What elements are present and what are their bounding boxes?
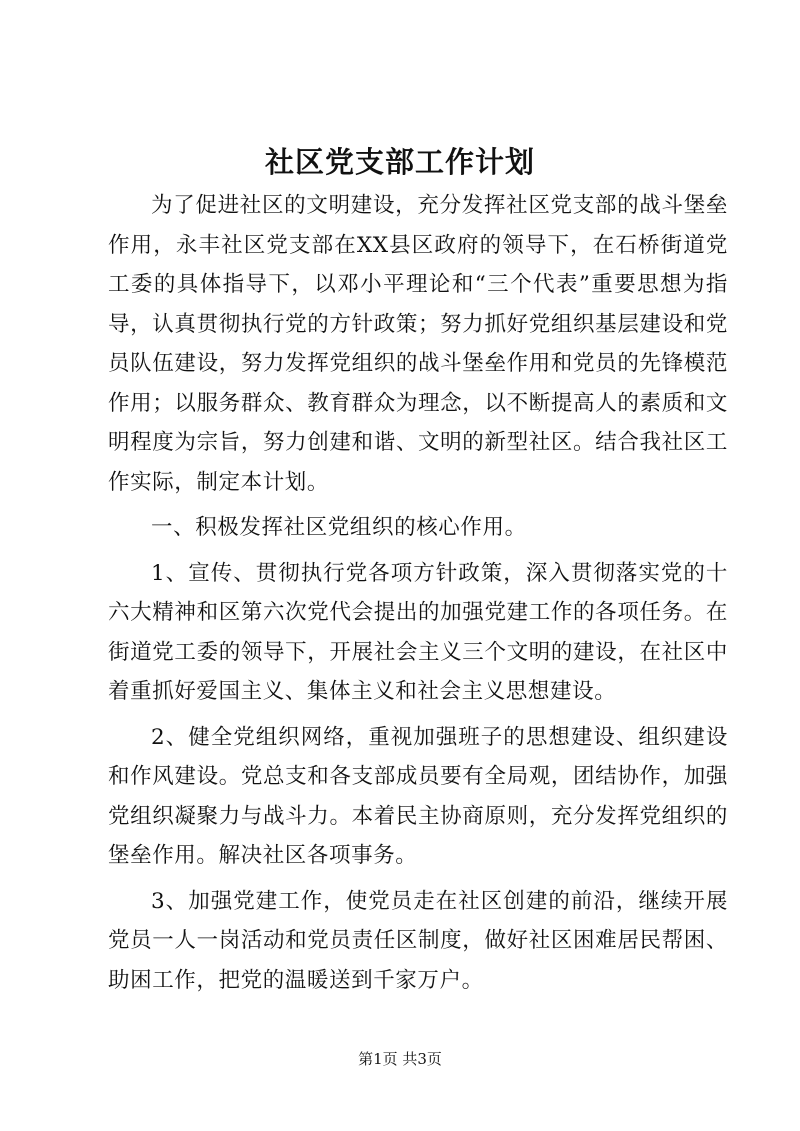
document-title: 社区党支部工作计划	[264, 145, 535, 179]
list-item-2: 2、健全党组织网络，重视加强班子的思想建设、组织建设和作风建设。党总支和各支部成员要有全局观，团结协作，加强党组织凝聚力与战斗力。本着民主协商原则，充分发挥党组织的堡垒作用。解决社区各项事务。	[108, 724, 728, 868]
section-heading: 一、积极发挥社区党组织的核心作用。	[151, 515, 527, 540]
list-item-3: 3、加强党建工作，使党员走在社区创建的前沿，继续开展党员一人一岗活动和党员责任区制度，做好社区困难居民帮困、助困工作，把党的温暖送到千家万户。	[108, 888, 728, 993]
document-body	[108, 186, 728, 1006]
list-item-1: 1、宣传、贯彻执行党各项方针政策，深入贯彻落实党的十六大精神和区第六次党代会提出的加强党建工作的各项任务。在街道党工委的领导下，开展社会主义三个文明的建设，在社区中着重抓好爱国主义、集体主义和社会主义思想建设。	[108, 560, 728, 704]
intro-paragraph: 为了促进社区的文明建设，充分发挥社区党支部的战斗堡垒作用，永丰社区党支部在XX县区政府的领导下，在石桥街道党工委的具体指导下，以邓小平理论和“三个代表”重要思想为指导，认真贯彻执行党的方针政策；努力抓好党组织基层建设和党员队伍建设，努力发挥党组织的战斗堡垒作用和党员的先锋模范作用；以服务群众、教育群众为理念，以不断提高人的素质和文明程度为宗旨，努力创建和谐、文明的新型社区。结合我社区工作实际，制定本计划。	[108, 193, 728, 495]
page-number: 第1页 共3页	[358, 1050, 442, 1068]
